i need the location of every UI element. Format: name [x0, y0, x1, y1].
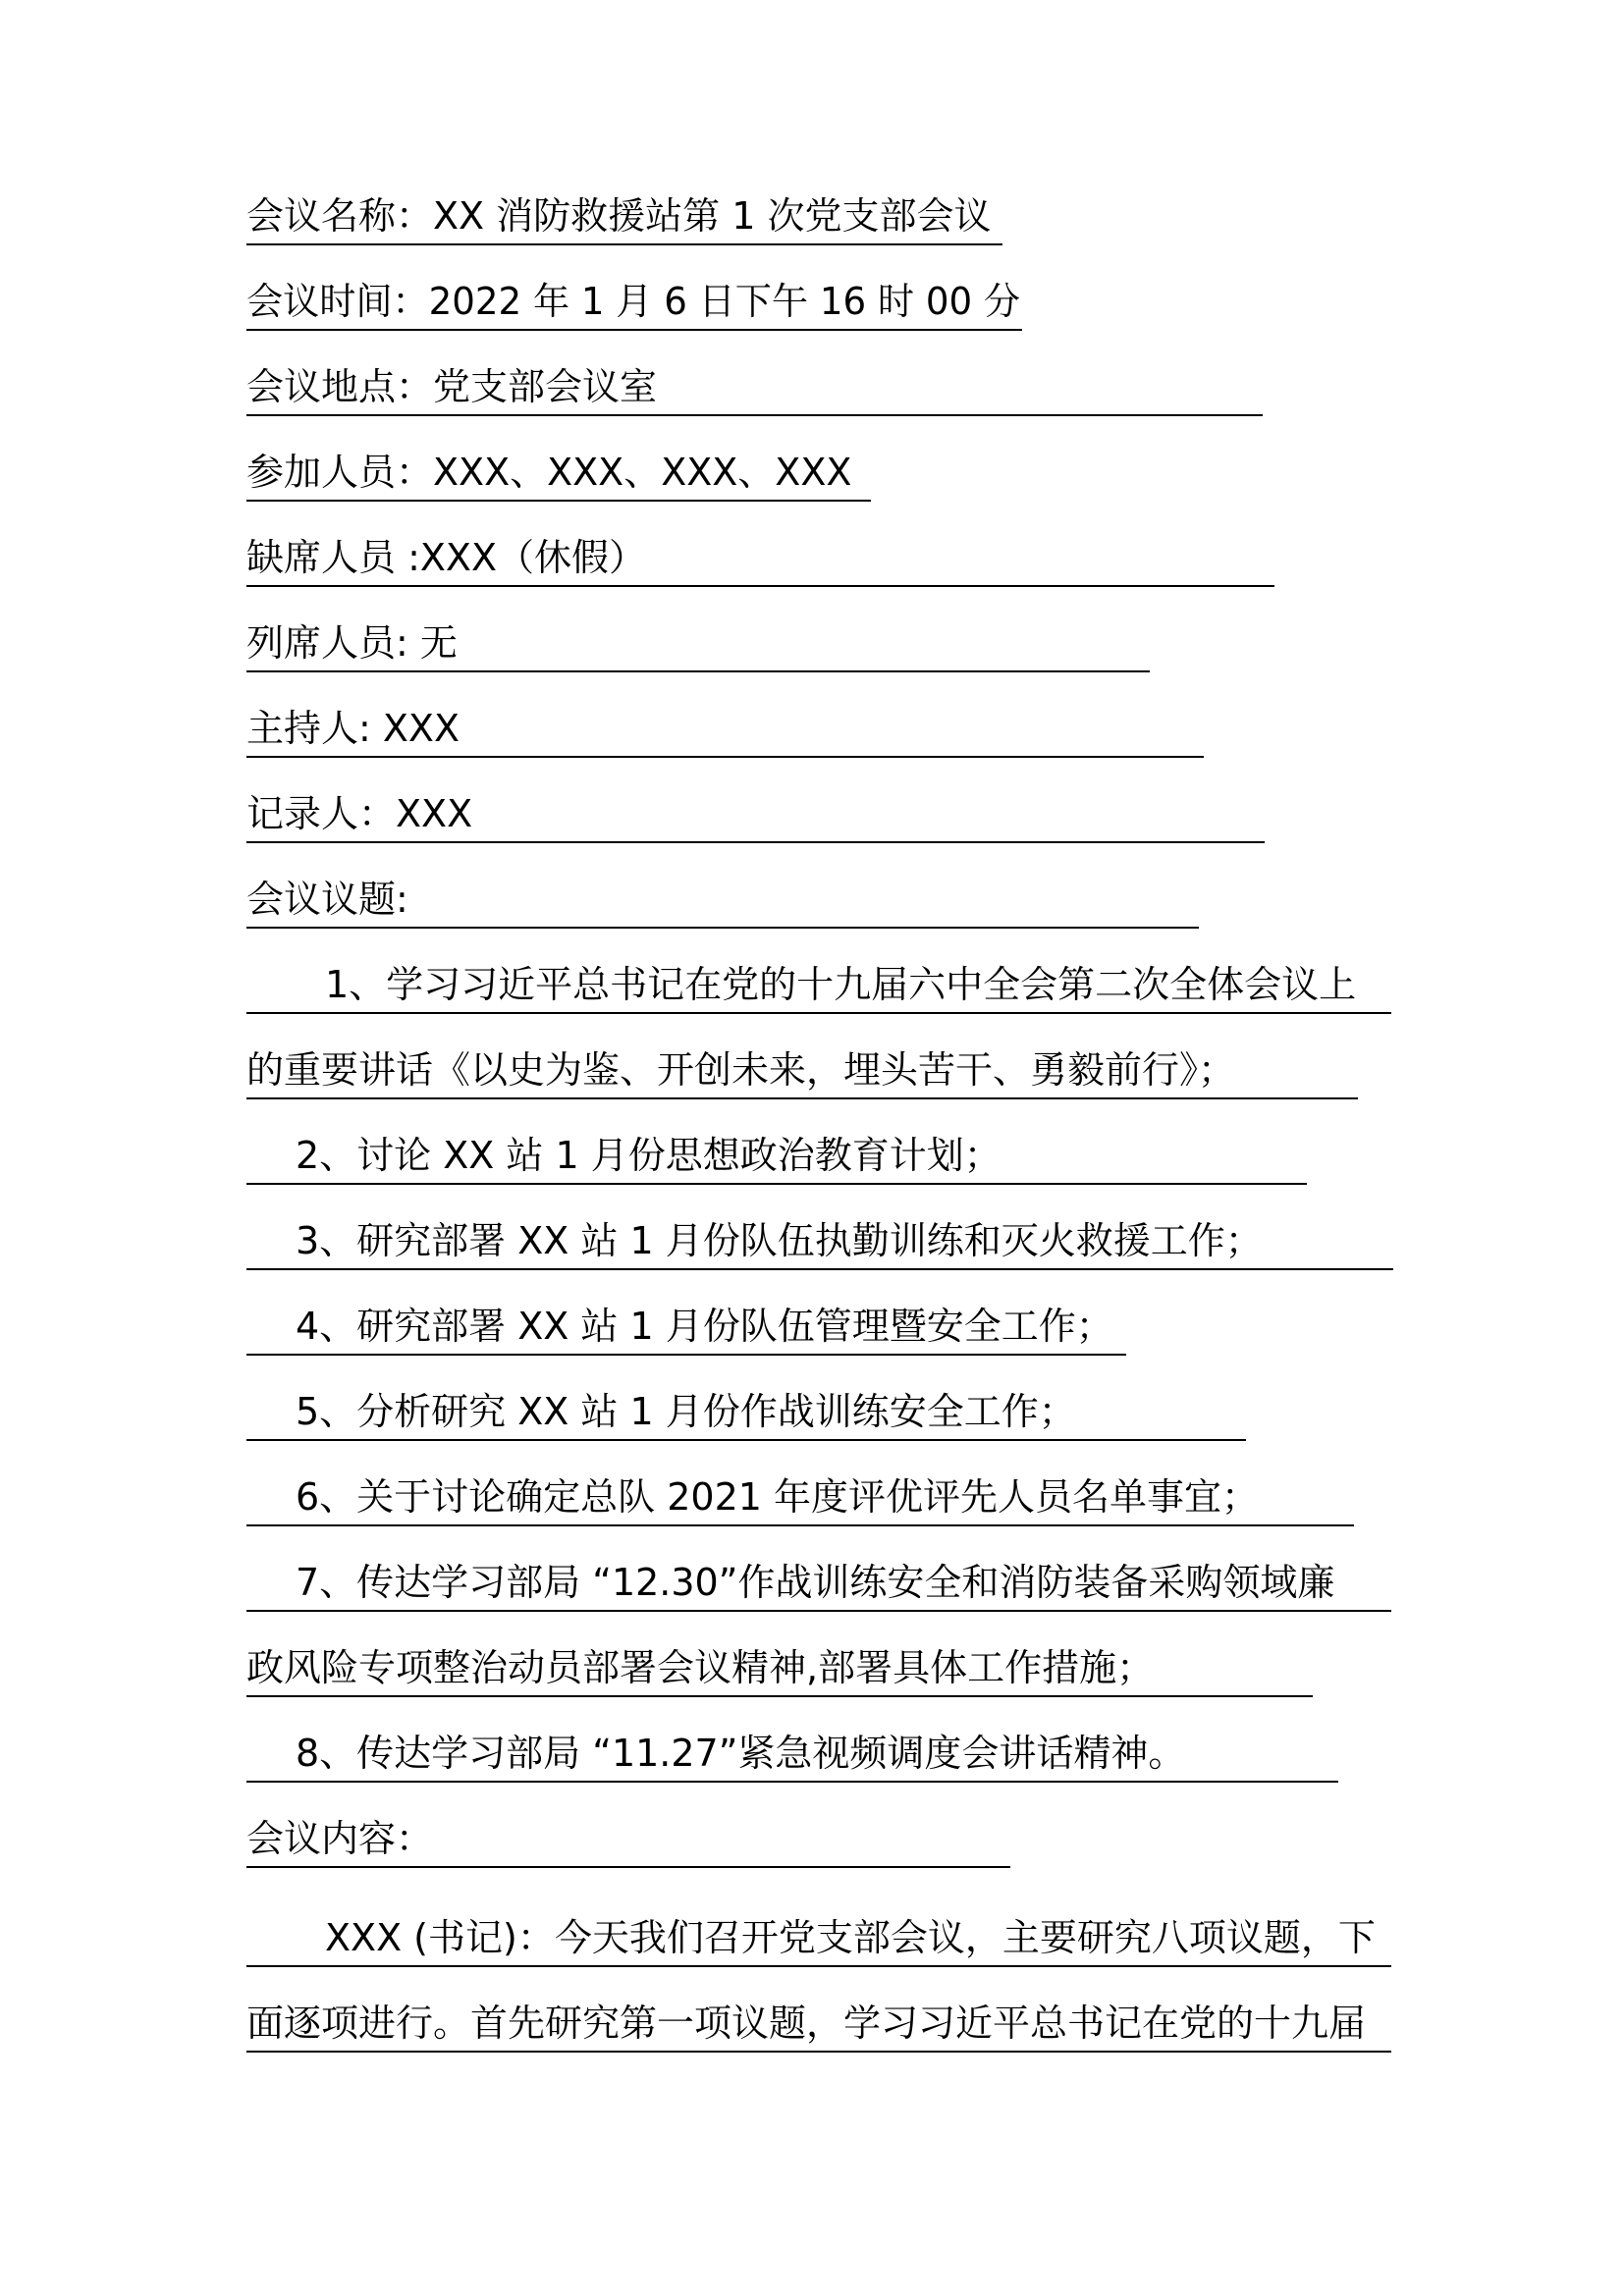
content-paragraph-line: 面逐项进行。首先研究第一项议题，学习习近平总书记在党的十九届: [246, 1994, 1391, 2053]
content-label: 会议内容：: [246, 1809, 1010, 1868]
meeting-attendees: 参加人员：XXX、XXX、XXX、XXX: [246, 443, 871, 502]
topic-item: 2、讨论 XX 站 1 月份思想政治教育计划；: [246, 1126, 1307, 1185]
content-paragraph-line: XXX (书记)：今天我们召开党支部会议，主要研究八项议题，下: [246, 1908, 1391, 1967]
topic-item: 3、研究部署 XX 站 1 月份队伍执勤训练和灭火救援工作；: [246, 1211, 1393, 1270]
meeting-absent: 缺席人员 :XXX（休假）: [246, 528, 1274, 587]
meeting-recorder: 记录人：XXX: [246, 784, 1265, 843]
meeting-host: 主持人: XXX: [246, 699, 1204, 758]
meeting-name: 会议名称：XX 消防救援站第 1 次党支部会议: [246, 187, 1002, 245]
topic-item: 1、学习习近平总书记在党的十九届六中全会第二次全体会议上: [246, 955, 1391, 1014]
topic-item: 4、研究部署 XX 站 1 月份队伍管理暨安全工作；: [246, 1297, 1126, 1356]
topic-item: 政风险专项整治动员部署会议精神,部署具体工作措施；: [246, 1638, 1313, 1697]
meeting-location: 会议地点：党支部会议室: [246, 357, 1263, 416]
topic-item: 8、传达学习部局 “11.27”紧急视频调度会讲话精神。: [246, 1724, 1338, 1783]
topics-label: 会议议题:: [246, 870, 1199, 929]
topic-item: 5、分析研究 XX 站 1 月份作战训练安全工作；: [246, 1382, 1246, 1441]
topic-item: 6、关于讨论确定总队 2021 年度评优评先人员名单事宜；: [246, 1468, 1354, 1526]
meeting-observers: 列席人员: 无: [246, 614, 1150, 672]
topic-item: 7、传达学习部局 “12.30”作战训练安全和消防装备采购领域廉: [246, 1553, 1391, 1612]
topic-item: 的重要讲话《以史为鉴、开创未来，埋头苦干、勇毅前行》；: [246, 1041, 1358, 1099]
meeting-time: 会议时间：2022 年 1 月 6 日下午 16 时 00 分: [246, 272, 1022, 331]
